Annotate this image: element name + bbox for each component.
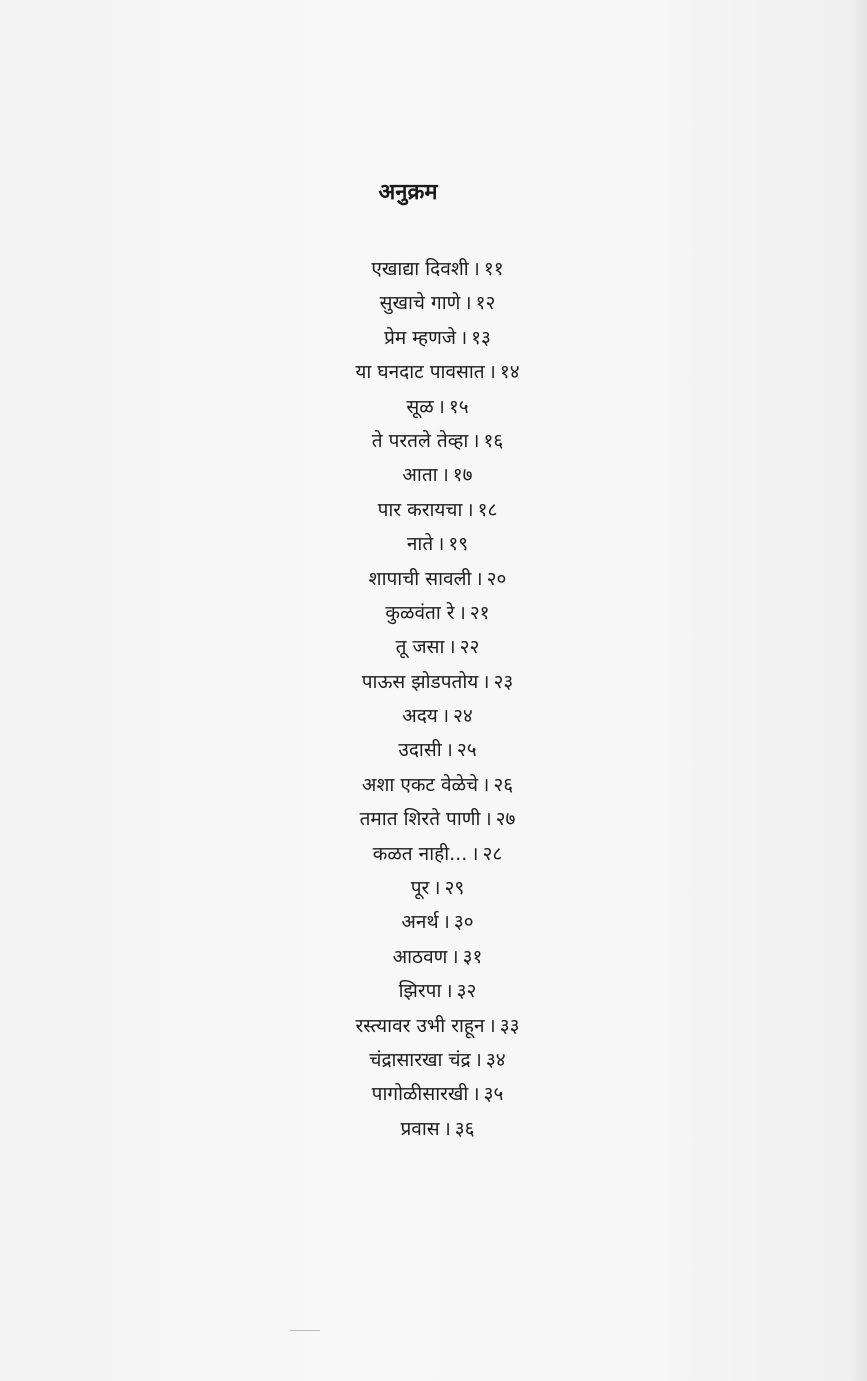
toc-entry bbox=[0, 974, 867, 1008]
toc-separator: । bbox=[488, 1014, 496, 1037]
toc-page-number: २४ bbox=[453, 705, 473, 728]
toc-page-number: ३४ bbox=[485, 1048, 506, 1071]
toc-entry-title: पागोळीसारखी bbox=[371, 1083, 469, 1106]
toc-entry-title: चंद्रासारखा चंद्र bbox=[369, 1048, 471, 1071]
toc-entry-title: अनर्थ bbox=[401, 911, 439, 934]
toc-separator: । bbox=[445, 980, 453, 1003]
toc-entry bbox=[0, 837, 867, 871]
toc-separator: । bbox=[451, 945, 459, 968]
toc-entry bbox=[0, 871, 867, 905]
toc-page-number: १९ bbox=[448, 533, 469, 556]
toc-separator: । bbox=[475, 567, 483, 590]
toc-separator: । bbox=[459, 326, 468, 349]
toc-entry bbox=[0, 733, 867, 767]
toc-entry bbox=[0, 1077, 867, 1111]
toc-entry-title: प्रेम म्हणजे bbox=[384, 326, 456, 349]
toc-separator: । bbox=[484, 808, 492, 831]
toc-entry bbox=[0, 355, 867, 389]
toc-entry-title: अदय bbox=[402, 705, 438, 728]
toc-page-number: १४ bbox=[499, 361, 520, 384]
toc-separator: । bbox=[458, 601, 466, 624]
toc-entry bbox=[0, 286, 867, 320]
toc-entry-title: ते परतले तेव्हा bbox=[371, 429, 469, 452]
toc-entry bbox=[0, 1112, 867, 1146]
toc-entry bbox=[0, 1043, 867, 1077]
toc-entry bbox=[0, 321, 867, 355]
toc-entry bbox=[0, 699, 867, 733]
toc-page-number: २१ bbox=[469, 601, 490, 624]
toc-separator: । bbox=[443, 1117, 451, 1140]
toc-entry-title: शापाची सावली bbox=[368, 567, 472, 590]
toc-entry-title: अशा एकट वेळेचे bbox=[361, 773, 479, 796]
toc-page-number: २० bbox=[486, 567, 507, 590]
toc-entry bbox=[0, 802, 867, 836]
toc-entry-title: आठवण bbox=[392, 945, 448, 968]
toc-entry-title: नाते bbox=[406, 533, 434, 556]
toc-page-number: २३ bbox=[493, 670, 514, 693]
toc-entry-title: रस्त्यावर उभी राहून bbox=[355, 1014, 485, 1037]
toc-entry-title: उदासी bbox=[398, 739, 442, 762]
toc-page-number: २६ bbox=[493, 773, 514, 796]
toc-page-number: ३० bbox=[453, 911, 474, 934]
toc-separator: । bbox=[466, 498, 474, 521]
toc-entry bbox=[0, 665, 867, 699]
table-of-contents bbox=[0, 252, 867, 1146]
toc-separator: । bbox=[448, 636, 456, 659]
toc-page-number: ३५ bbox=[483, 1083, 504, 1106]
toc-entry bbox=[0, 424, 867, 458]
toc-separator: । bbox=[464, 292, 472, 315]
toc-entry-title: झिरपा bbox=[398, 980, 442, 1003]
toc-entry bbox=[0, 390, 867, 424]
contents-title: अनुक्रम bbox=[378, 180, 438, 205]
toc-entry-title: तमात शिरते पाणी bbox=[359, 808, 481, 831]
toc-separator: । bbox=[474, 1048, 482, 1071]
toc-entry-title: कळत नाही... bbox=[372, 842, 468, 865]
toc-entry-title: या घनदाट पावसात bbox=[355, 361, 485, 384]
toc-page-number: २८ bbox=[482, 842, 503, 865]
toc-entry bbox=[0, 1009, 867, 1043]
toc-entry-title: सुखाचे गाणे bbox=[379, 292, 461, 315]
toc-entry bbox=[0, 940, 867, 974]
toc-page-number: १७ bbox=[452, 464, 473, 487]
toc-entry bbox=[0, 493, 867, 527]
toc-separator: । bbox=[482, 670, 490, 693]
toc-page-number: १२ bbox=[475, 292, 496, 315]
toc-page-number: १८ bbox=[477, 498, 498, 521]
toc-entry-title: पाऊस झोडपतोय bbox=[361, 670, 479, 693]
toc-page-number: ३३ bbox=[499, 1014, 520, 1037]
toc-separator: । bbox=[472, 429, 480, 452]
toc-entry-title: आता bbox=[402, 464, 438, 487]
toc-separator: । bbox=[488, 361, 496, 384]
toc-separator: । bbox=[437, 395, 445, 418]
toc-separator: । bbox=[472, 258, 480, 280]
toc-page-number: २२ bbox=[459, 636, 480, 659]
toc-page-number: १५ bbox=[448, 395, 469, 418]
toc-separator: । bbox=[441, 464, 449, 487]
toc-page-number: ३६ bbox=[454, 1117, 475, 1140]
toc-separator: । bbox=[482, 773, 490, 796]
toc-entry-title: प्रवास bbox=[400, 1117, 440, 1140]
toc-entry bbox=[0, 905, 867, 939]
toc-page-number: ११ bbox=[483, 258, 504, 280]
toc-separator: । bbox=[471, 842, 479, 865]
toc-page-number: २९ bbox=[444, 877, 465, 900]
toc-entry bbox=[0, 630, 867, 664]
toc-entry bbox=[0, 252, 867, 286]
paper-scuff-mark bbox=[290, 1330, 320, 1331]
toc-separator: । bbox=[442, 911, 450, 934]
toc-entry-title: एखाद्या दिवशी bbox=[371, 258, 469, 280]
toc-page-number: ३१ bbox=[462, 945, 483, 968]
toc-entry-title: कुळवंता रे bbox=[385, 601, 455, 624]
toc-entry-title: सूळ bbox=[406, 395, 434, 418]
toc-entry bbox=[0, 596, 867, 630]
toc-page-number: १३ bbox=[471, 326, 491, 349]
toc-page-number: २५ bbox=[456, 739, 477, 762]
toc-entry bbox=[0, 562, 867, 596]
toc-entry-title: पार करायचा bbox=[377, 498, 463, 521]
toc-separator: । bbox=[445, 739, 453, 762]
toc-separator: । bbox=[433, 877, 441, 900]
toc-entry-title: पूर bbox=[410, 877, 430, 900]
toc-entry bbox=[0, 458, 867, 492]
toc-page-number: ३२ bbox=[456, 980, 477, 1003]
toc-page-number: २७ bbox=[495, 808, 516, 831]
toc-separator: । bbox=[437, 533, 445, 556]
toc-entry bbox=[0, 527, 867, 561]
toc-page-number: १६ bbox=[483, 429, 504, 452]
toc-entry-title: तू जसा bbox=[395, 636, 445, 659]
toc-separator: । bbox=[472, 1083, 480, 1106]
toc-separator: । bbox=[441, 705, 450, 728]
toc-entry bbox=[0, 768, 867, 802]
